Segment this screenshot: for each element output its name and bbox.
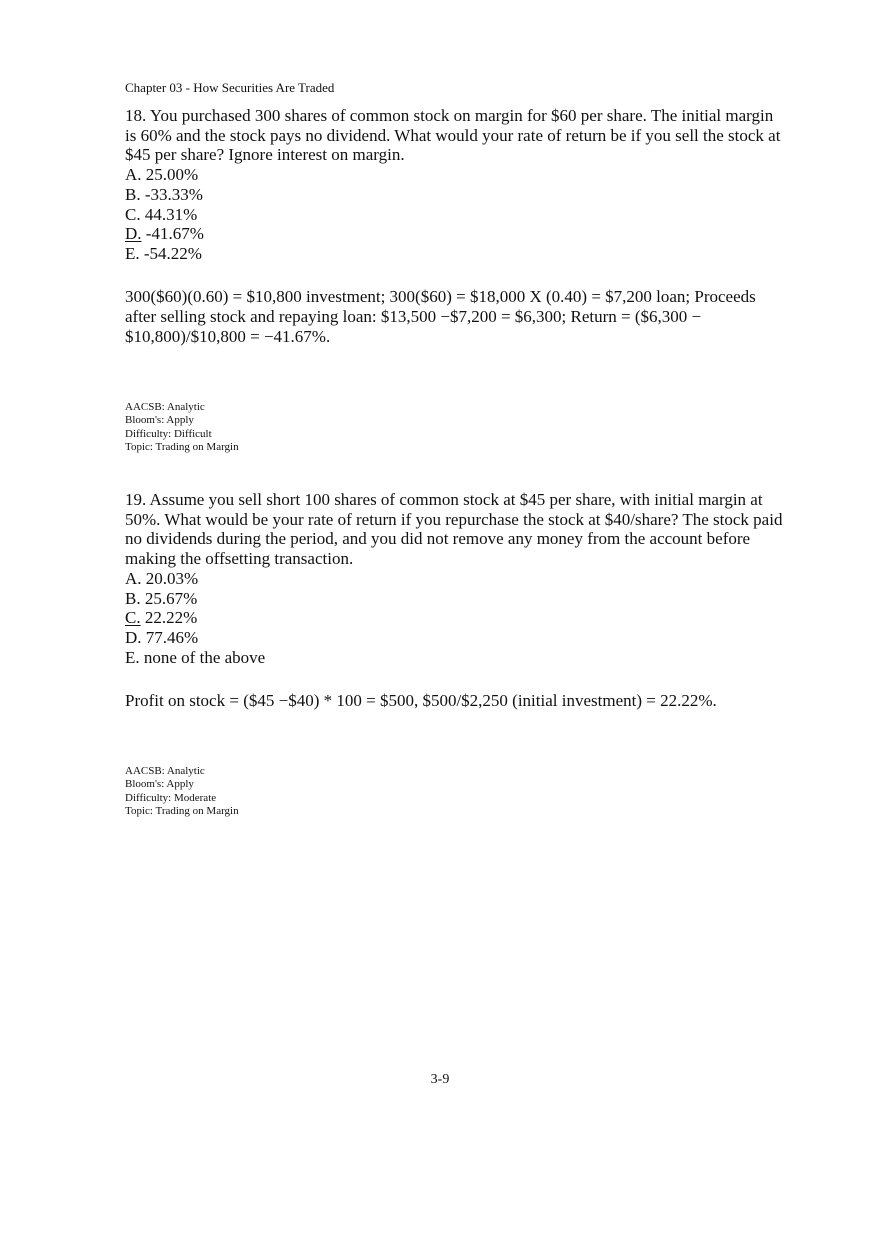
option-e: [125, 244, 785, 264]
option-letter: B.: [125, 588, 141, 608]
question-metadata: [125, 765, 239, 819]
option-value: 20.03%: [145, 568, 199, 588]
option-value: 22.22%: [144, 608, 198, 628]
aacsb-tag: AACSB: Analytic: [125, 401, 205, 413]
topic-tag: Topic: Trading on Margin: [125, 805, 239, 818]
question-text: 18. You purchased 300 shares of common stock on margin for $60 per share. The initial margin is 60% and the stock pays no dividend. What would your rate of return be if you sell the stock at $45 per share? Ignore interest on margin.: [125, 106, 781, 165]
blooms-tag: Bloom's: Apply: [125, 414, 194, 427]
option-value: 44.31%: [144, 204, 198, 224]
correct-option-letter: D.: [125, 224, 142, 244]
correct-option-letter: C.: [125, 608, 141, 628]
option-letter: B.: [125, 184, 141, 204]
option-c: [125, 205, 785, 225]
option-value: -33.33%: [144, 184, 203, 204]
option-b: [125, 589, 785, 609]
option-b: [125, 185, 785, 205]
option-value: 25.00%: [145, 165, 199, 185]
option-letter: C.: [125, 204, 141, 224]
question-19: [125, 490, 785, 667]
answer-explanation: 300($60)(0.60) = $10,800 investment; 300($60) = $18,000 X (0.40) = $7,200 loan; Proceeds after selling stock and repaying loan: $13,500 −$7,200 = $6,300; Return = ($6,300 − $10,800)/$10,800 = −41.67%.: [125, 287, 756, 346]
page-number: 3-9: [430, 1072, 450, 1087]
aacsb-tag: AACSB: Analytic: [125, 765, 205, 777]
option-value: none of the above: [143, 647, 266, 667]
question-metadata: [125, 401, 239, 455]
topic-tag: Topic: Trading on Margin: [125, 441, 239, 454]
option-value: -41.67%: [145, 224, 204, 244]
option-letter: A.: [125, 165, 142, 185]
difficulty-tag: Difficulty: Difficult: [125, 427, 212, 440]
option-e: [125, 648, 785, 668]
option-c: [125, 608, 785, 628]
blooms-tag: Bloom's: Apply: [125, 778, 194, 791]
option-letter: E.: [125, 243, 140, 263]
option-value: 25.67%: [144, 588, 198, 608]
option-a: [125, 569, 785, 589]
option-letter: E.: [125, 647, 140, 667]
option-value: -54.22%: [143, 243, 202, 263]
answer-options: [125, 165, 785, 264]
question-text: 19. Assume you sell short 100 shares of common stock at $45 per share, with initial margin at 50%. What would be your rate of return if you repurchase the stock at $40/share? The stock paid no dividends during the period, and you did not remove any money from the account before making the offsetting transaction.: [125, 490, 783, 569]
question-18: [125, 106, 785, 264]
option-letter: A.: [125, 568, 142, 588]
option-a: [125, 165, 785, 185]
answer-explanation: Profit on stock = ($45 −$40) * 100 = $500, $500/$2,250 (initial investment) = 22.22%.: [125, 691, 717, 710]
option-letter: D.: [125, 627, 142, 647]
answer-options: [125, 569, 785, 668]
option-d: [125, 628, 785, 648]
option-value: 77.46%: [145, 627, 199, 647]
option-d: [125, 224, 785, 244]
difficulty-tag: Difficulty: Moderate: [125, 791, 217, 804]
chapter-header: Chapter 03 - How Securities Are Traded: [125, 80, 335, 95]
